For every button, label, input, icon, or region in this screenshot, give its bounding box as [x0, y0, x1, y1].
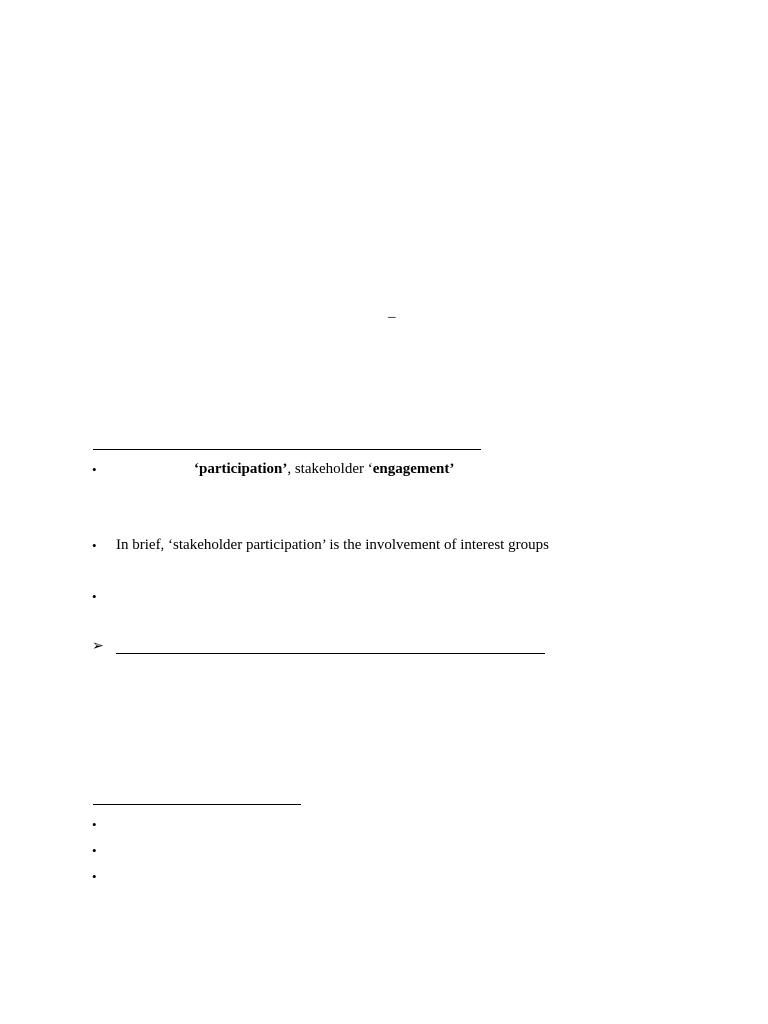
dash-mark: – [388, 309, 396, 325]
heading-underline-1 [93, 449, 481, 450]
bullet-marker-6: • [92, 869, 97, 884]
stakeholder-text: , stakeholder ‘ [287, 461, 373, 477]
heading-underline-3 [93, 804, 301, 805]
bullet-marker-3: • [92, 589, 97, 604]
term-participation: ‘participation’ [194, 461, 288, 477]
bullet-marker-2: • [92, 538, 97, 553]
bullet-marker-5: • [92, 843, 97, 858]
term-engagement: engagement’ [372, 461, 455, 477]
bullet-text-in-brief: In brief, ‘stakeholder participation’ is the involvement of interest groups [116, 537, 549, 553]
arrow-bullet-icon: ➢ [92, 639, 104, 654]
bullet-text-participation [194, 460, 454, 478]
blank-underline-2 [116, 653, 545, 654]
bullet-marker-1: • [92, 462, 97, 477]
bullet-marker-4: • [92, 817, 97, 832]
